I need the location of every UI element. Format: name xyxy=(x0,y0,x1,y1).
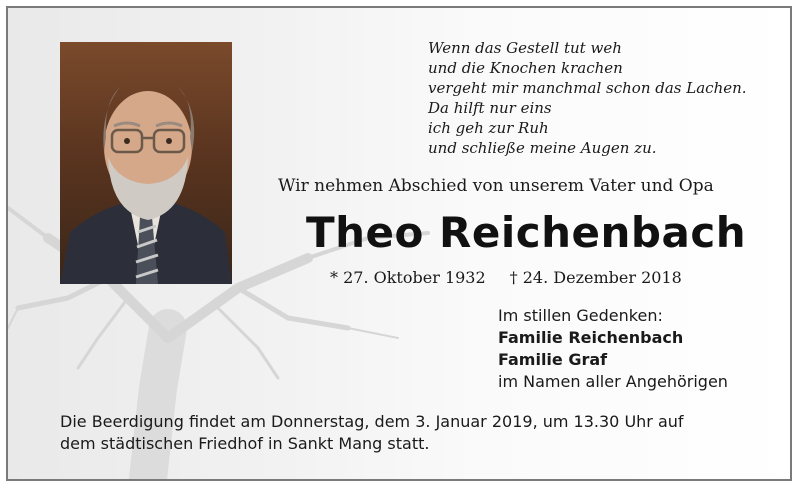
poem-line: Da hilft nur eins xyxy=(428,99,552,117)
life-dates xyxy=(330,268,682,287)
portrait-image xyxy=(60,42,232,284)
family-name: Familie Graf xyxy=(498,350,608,369)
birth-date: * 27. Oktober 1932 xyxy=(330,268,486,287)
portrait-photo xyxy=(60,42,232,284)
poem-line: Wenn das Gestell tut weh xyxy=(428,39,622,57)
funeral-notice xyxy=(60,411,750,455)
funeral-line: Die Beerdigung findet am Donnerstag, dem 3. Januar 2019, um 13.30 Uhr auf xyxy=(60,412,684,431)
farewell-text: Wir nehmen Abschied von unserem Vater und Opa xyxy=(278,176,714,196)
funeral-line: dem städtischen Friedhof in Sankt Mang statt. xyxy=(60,434,430,453)
poem-line: und die Knochen krachen xyxy=(428,59,623,77)
poem-line: und schließe meine Augen zu. xyxy=(428,139,657,157)
death-date: † 24. Dezember 2018 xyxy=(509,268,682,287)
mourners-others: im Namen aller Angehörigen xyxy=(498,372,728,391)
family-name: Familie Reichenbach xyxy=(498,328,684,347)
poem-line: ich geh zur Ruh xyxy=(428,119,549,137)
deceased-name: Theo Reichenbach xyxy=(306,208,747,257)
poem-line: vergeht mir manchmal schon das Lachen. xyxy=(428,79,747,97)
mourners-intro: Im stillen Gedenken: xyxy=(498,306,663,325)
obituary-card xyxy=(6,6,792,481)
poem-block xyxy=(428,38,768,158)
mourners-block xyxy=(498,305,728,393)
